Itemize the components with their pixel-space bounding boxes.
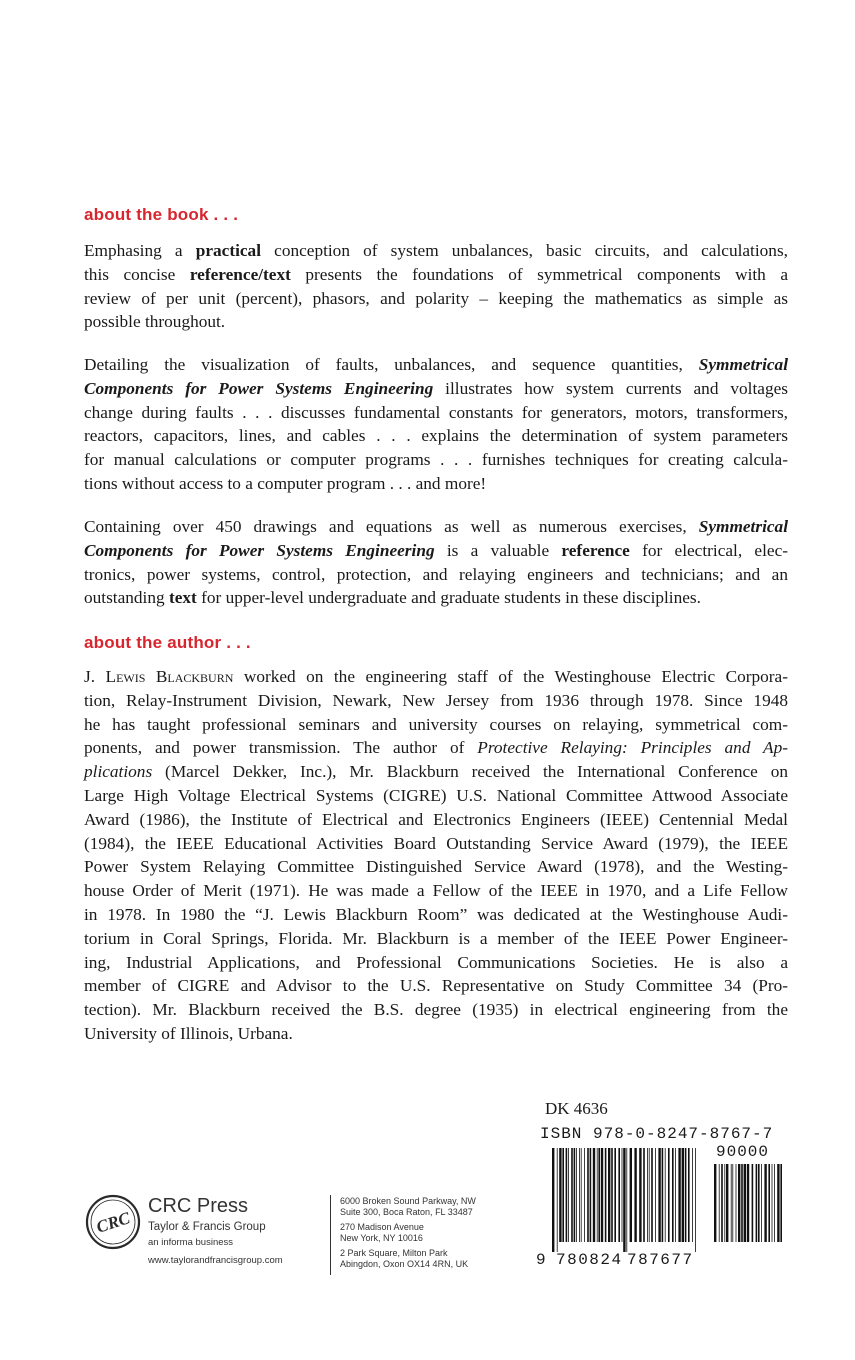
about-book-paragraph-3: [84, 515, 788, 610]
barcode-addon-number: 90000: [716, 1143, 770, 1161]
barcode-bar: [780, 1164, 782, 1242]
barcode-bar: [761, 1164, 762, 1242]
barcode-bar: [649, 1148, 650, 1242]
address-new-york: [340, 1222, 424, 1244]
emphasis: reference: [561, 540, 630, 560]
emphasis: reference/text: [189, 264, 291, 284]
text-line: Components for Power Systems Engineering illustrates how system currents and voltages: [84, 378, 788, 398]
barcode-bar: [774, 1164, 775, 1242]
barcode-bar: [634, 1148, 636, 1242]
barcode-bar: [744, 1164, 746, 1242]
about-author-heading: about the author . . .: [84, 633, 251, 652]
barcode-bar: [655, 1148, 656, 1242]
barcode-bar: [719, 1164, 720, 1242]
text-line: (1984), the IEEE Educational Activities Board Outstanding Service Award (1979), the IEEE: [84, 833, 788, 853]
text-line: review of per unit (percent), phasors, and polarity – keeping the mathematics as simple as: [84, 288, 788, 308]
text-line: Emphasing a practical conception of system unbalances, basic circuits, and calculations,: [84, 241, 788, 260]
emphasis: Symmetrical: [698, 517, 788, 536]
text-line: tion, Relay-Instrument Division, Newark, New Jersey from 1936 through 1978. Since 1948: [84, 690, 788, 710]
barcode-bar: [695, 1148, 696, 1252]
address-line: 2 Park Square, Milton Park: [340, 1248, 448, 1258]
barcode-bar: [576, 1148, 577, 1242]
barcode-bar: [768, 1164, 770, 1242]
emphasis: text: [168, 588, 197, 608]
barcode-bar: [724, 1164, 725, 1242]
isbn-number: ISBN 978-0-8247-8767-7: [540, 1125, 774, 1143]
barcode-bar: [721, 1164, 723, 1242]
barcode-digit-first: 9: [536, 1251, 548, 1269]
barcode-bar: [552, 1148, 554, 1252]
text-line: ing, Industrial Applications, and Professional Communications Societies. He is also a: [84, 952, 788, 972]
barcode-bar: [682, 1148, 684, 1242]
address-line: Suite 300, Boca Raton, FL 33487: [340, 1207, 473, 1217]
barcode-bar: [643, 1148, 645, 1242]
barcode-bar: [598, 1148, 600, 1242]
text-line: J. Lewis Blackburn worked on the engineering staff of the Westinghouse Electric Corpora-: [84, 667, 788, 686]
barcode-bar: [605, 1148, 607, 1242]
address-line: 6000 Broken Sound Parkway, NW: [340, 1196, 476, 1206]
emphasis: plications: [84, 762, 153, 782]
barcode-bar: [738, 1164, 740, 1242]
barcode-bar: [685, 1148, 687, 1242]
barcode-bar: [756, 1164, 758, 1242]
text-line: University of Illinois, Urbana.: [84, 1023, 293, 1043]
address-line: New York, NY 10016: [340, 1233, 423, 1243]
barcode-digits-left: 780824: [556, 1251, 623, 1269]
barcode-bar: [568, 1148, 569, 1242]
barcode-bar: [668, 1148, 670, 1242]
barcode-bar: [758, 1164, 760, 1242]
barcode-bar: [731, 1164, 732, 1242]
text-line: tronics, power systems, control, protection, and relaying engineers and technicians; and an: [84, 564, 788, 584]
crc-press-logo: [84, 1193, 142, 1251]
barcode-bar: [672, 1148, 674, 1242]
barcode-bar: [772, 1164, 773, 1242]
about-book-paragraph-1: [84, 239, 788, 334]
about-author-paragraph: [84, 665, 788, 1046]
price-barcode: [712, 1164, 784, 1252]
publisher-divider: [330, 1195, 331, 1275]
barcode-bar: [741, 1164, 743, 1242]
text-line: change during faults . . . discusses fundamental constants for generators, motors, transformers,: [84, 402, 788, 422]
barcode-bar: [597, 1148, 598, 1242]
barcode-bar: [579, 1148, 580, 1242]
emphasis: Components for Power Systems Engineering: [84, 540, 435, 560]
barcode-bar: [566, 1148, 568, 1242]
text-line: member of CIGRE and Advisor to the U.S. Representative on Study Committee 34 (Pro-: [84, 976, 788, 996]
emphasis: Symmetrical: [698, 355, 788, 374]
text-line: Detailing the visualization of faults, unbalances, and sequence quantities, Symmetrical: [84, 355, 788, 374]
publisher-url: www.taylorandfrancisgroup.com: [148, 1255, 283, 1266]
address-abingdon: [340, 1248, 468, 1270]
barcode-bar: [651, 1148, 653, 1242]
barcode-bar: [601, 1148, 603, 1242]
text-line: Containing over 450 drawings and equations as well as numerous exercises, Symmetrical: [84, 517, 788, 536]
text-line: reactors, capacitors, lines, and cables . . . explains the determination of system parameters: [84, 426, 788, 446]
text-line: he has taught professional seminars and university courses on relaying, symmetrical com-: [84, 714, 788, 734]
barcode-bar: [614, 1148, 616, 1242]
text-line: tection). Mr. Blackburn received the B.S. degree (1935) in electrical engineering from the: [84, 1000, 788, 1020]
address-line: 270 Madison Avenue: [340, 1222, 424, 1232]
barcode-digits-right: 787677: [627, 1251, 694, 1269]
barcode-bar: [777, 1164, 779, 1242]
text-line: torium in Coral Springs, Florida. Mr. Blackburn is a member of the IEEE Power Engineer-: [84, 928, 788, 948]
emphasis: Lewis Blackburn: [105, 667, 234, 686]
text-line: in 1978. In 1980 the “J. Lewis Blackburn Room” was dedicated at the Westinghouse Audi-: [84, 904, 788, 924]
about-book-paragraph-2: [84, 353, 788, 496]
dk-number: DK 4636: [545, 1099, 608, 1118]
text-line: tions without access to a computer program . . . and more!: [84, 473, 487, 493]
text-line: Power System Relaying Committee Distinguished Service Award (1978), and the Westing-: [84, 857, 788, 877]
publisher-name: CRC Press: [148, 1195, 249, 1217]
publisher-group: Taylor & Francis Group: [148, 1221, 266, 1233]
emphasis: practical: [195, 241, 261, 260]
barcode-bar: [590, 1148, 592, 1242]
address-line: Abingdon, Oxon OX14 4RN, UK: [340, 1259, 469, 1269]
barcode-bar: [587, 1148, 589, 1242]
barcode-bar: [608, 1148, 610, 1242]
barcode-bar: [726, 1164, 728, 1242]
emphasis: Protective Relaying: Principles and Ap-: [477, 738, 788, 758]
text-line: possible throughout.: [84, 312, 226, 332]
barcode-bar: [732, 1164, 733, 1242]
emphasis: Components for Power Systems Engineering: [84, 378, 434, 398]
barcode-bar: [611, 1148, 613, 1242]
barcode-bar: [692, 1148, 693, 1242]
barcode-bar: [557, 1148, 558, 1252]
barcode-bar: [647, 1148, 648, 1242]
barcode-bar: [630, 1148, 632, 1242]
barcode-bar: [714, 1164, 716, 1242]
about-book-heading: about the book . . .: [84, 205, 239, 224]
barcode-bar: [618, 1148, 620, 1242]
barcode-bar: [688, 1148, 690, 1242]
text-line: outstanding text for upper-level undergraduate and graduate students in these disciplines.: [84, 588, 701, 608]
barcode-bar: [662, 1148, 664, 1242]
text-line: Award (1986), the Institute of Electrical and Electronics Engineers (IEEE) Centennial Medal: [84, 809, 788, 829]
barcode-bar: [626, 1148, 627, 1252]
barcode-bar: [639, 1148, 641, 1242]
barcode-bar: [736, 1164, 737, 1242]
barcode-bar: [665, 1148, 666, 1242]
text-line: this concise reference/text presents the foundations of symmetrical components with a: [84, 264, 788, 284]
barcode-bar: [675, 1148, 676, 1242]
barcode-bar: [584, 1148, 585, 1242]
text-line: ponents, and power transmission. The author of Protective Relaying: Principles and Ap-: [84, 738, 788, 758]
barcode-bar: [623, 1148, 625, 1252]
barcode-bar: [752, 1164, 754, 1242]
isbn-barcode: [550, 1148, 700, 1252]
logo-text: CRC: [94, 1208, 133, 1237]
barcode-bar: [559, 1148, 561, 1242]
text-line: plications (Marcel Dekker, Inc.), Mr. Blackburn received the International Conference on: [84, 762, 788, 782]
barcode-bar: [574, 1148, 576, 1242]
barcode-bar: [581, 1148, 582, 1242]
text-line: house Order of Merit (1971). He was made a Fellow of the IEEE in 1970, and a Life Fellow: [84, 881, 788, 901]
text-line: Components for Power Systems Engineering is a valuable reference for electrical, elec-: [84, 540, 788, 560]
barcode-bar: [562, 1148, 564, 1242]
publisher-tagline: an informa business: [148, 1237, 234, 1248]
barcode-bar: [622, 1148, 623, 1242]
text-line: for manual calculations or computer programs . . . furnishes techniques for creating calcula-: [84, 450, 788, 470]
barcode-bar: [571, 1148, 573, 1242]
barcode-bar: [658, 1148, 660, 1242]
address-boca-raton: [340, 1196, 476, 1218]
barcode-bar: [678, 1148, 680, 1242]
text-line: Large High Voltage Electrical Systems (CIGRE) U.S. National Committee Attwood Associate: [84, 785, 788, 805]
barcode-bar: [747, 1164, 749, 1242]
barcode-bar: [764, 1164, 766, 1242]
barcode-bar: [593, 1148, 595, 1242]
